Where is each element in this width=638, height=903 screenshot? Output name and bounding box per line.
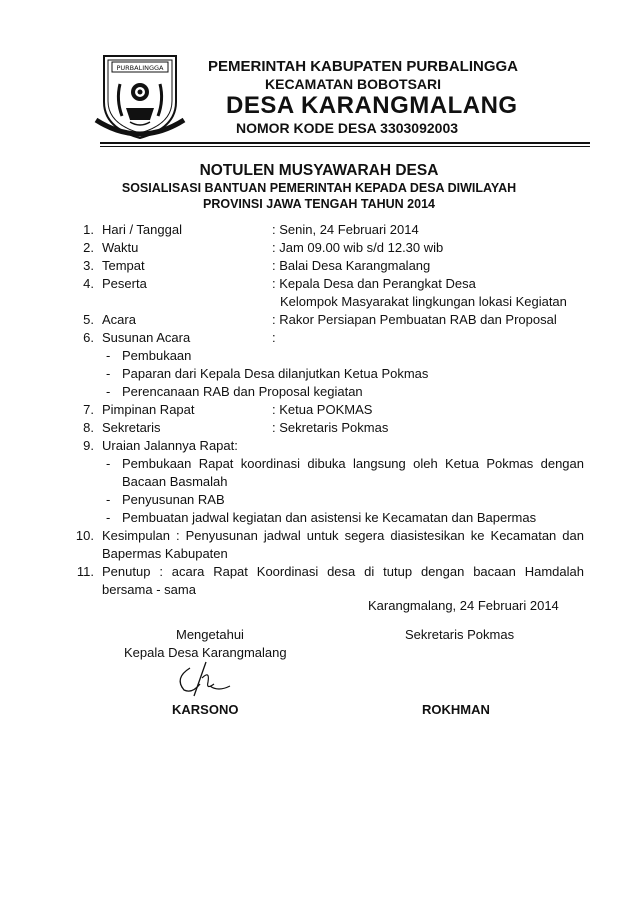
item-label: Susunan Acara — [102, 330, 191, 345]
proceeding-item: Penyusunan RAB — [122, 492, 225, 507]
letterhead-divider — [100, 142, 590, 144]
list-bullet: - — [106, 456, 111, 471]
item-label: Hari / Tanggal — [102, 222, 182, 237]
item-number: 11. — [76, 564, 94, 579]
proceeding-item-continued: Bacaan Basmalah — [122, 474, 228, 489]
gov-name: PEMERINTAH KABUPATEN PURBALINGGA — [208, 58, 518, 75]
place-date: Karangmalang, 24 Februari 2014 — [368, 598, 559, 613]
item-number: 8. — [83, 420, 94, 435]
item-label: Peserta — [102, 276, 147, 291]
item-label: Sekretaris — [102, 420, 161, 435]
district-name: KECAMATAN BOBOTSARI — [265, 76, 442, 92]
item-value: : Balai Desa Karangmalang — [272, 258, 431, 273]
list-bullet: - — [106, 492, 111, 507]
agenda-item: Paparan dari Kepala Desa dilanjutkan Ketua Pokmas — [122, 366, 429, 381]
item-value: : — [272, 330, 276, 345]
agenda-item: Pembukaan — [122, 348, 192, 363]
document-subtitle-2: PROVINSI JAWA TENGAH TAHUN 2014 — [203, 197, 435, 211]
conclusion-text-continued: Bapermas Kabupaten — [102, 546, 228, 561]
list-bullet: - — [106, 384, 111, 399]
item-number: 7. — [83, 402, 94, 417]
village-head-title: Kepala Desa Karangmalang — [124, 645, 287, 660]
item-label: Waktu — [102, 240, 139, 255]
seal-banner-text: PURBALINGGA — [116, 64, 164, 72]
regency-seal-logo — [90, 50, 190, 142]
item-number: 5. — [83, 312, 94, 327]
acknowledged-label: Mengetahui — [176, 627, 244, 642]
closing-text: Penutup : acara Rapat Koordinasi desa di tutup dengan bacaan Hamdalah — [102, 564, 584, 579]
item-label: Uraian Jalannya Rapat: — [102, 438, 238, 453]
item-number: 1. — [83, 222, 94, 237]
item-number: 10. — [75, 528, 94, 543]
item-value: : Kepala Desa dan Perangkat Desa — [272, 276, 476, 291]
list-bullet: - — [106, 348, 111, 363]
list-bullet: - — [106, 366, 111, 381]
item-value: : Sekretaris Pokmas — [272, 420, 389, 435]
item-value: : Senin, 24 Februari 2014 — [272, 222, 419, 237]
item-value: : Jam 09.00 wib s/d 12.30 wib — [272, 240, 444, 255]
closing-text-continued: bersama - sama — [102, 582, 196, 597]
item-number: 3. — [83, 258, 94, 273]
item-number: 4. — [83, 276, 94, 291]
secretary-title: Sekretaris Pokmas — [405, 627, 515, 642]
item-label: Acara — [102, 312, 136, 327]
conclusion-text: Kesimpulan : Penyusunan jadwal untuk segera diasistesikan ke Kecamatan dan — [102, 528, 584, 543]
proceeding-item: Pembuatan jadwal kegiatan dan asistensi ke Kecamatan dan Bapermas — [122, 510, 537, 525]
item-value: : Ketua POKMAS — [272, 402, 373, 417]
item-value-continued: Kelompok Masyarakat lingkungan lokasi Kegiatan — [280, 294, 567, 309]
item-label: Tempat — [102, 258, 145, 273]
secretary-name: ROKHMAN — [422, 702, 490, 717]
document-title: NOTULEN MUSYAWARAH DESA — [199, 162, 439, 179]
proceeding-item: Pembukaan Rapat koordinasi dibuka langsung oleh Ketua Pokmas dengan — [122, 456, 584, 471]
item-number: 2. — [83, 240, 94, 255]
item-label: Pimpinan Rapat — [102, 402, 195, 417]
item-number: 6. — [83, 330, 94, 345]
letterhead-divider-thin — [100, 146, 590, 147]
list-bullet: - — [106, 510, 111, 525]
item-value: : Rakor Persiapan Pembuatan RAB dan Proposal — [272, 312, 557, 327]
agenda-item: Perencanaan RAB dan Proposal kegiatan — [122, 384, 363, 399]
signature-mark — [168, 660, 238, 700]
document-subtitle-1: SOSIALISASI BANTUAN PEMERINTAH KEPADA DESA DIWILAYAH — [121, 181, 517, 195]
village-head-name: KARSONO — [172, 702, 239, 717]
village-code: NOMOR KODE DESA 3303092003 — [236, 120, 459, 136]
item-number: 9. — [83, 438, 94, 453]
village-name: DESA KARANGMALANG — [226, 92, 518, 119]
